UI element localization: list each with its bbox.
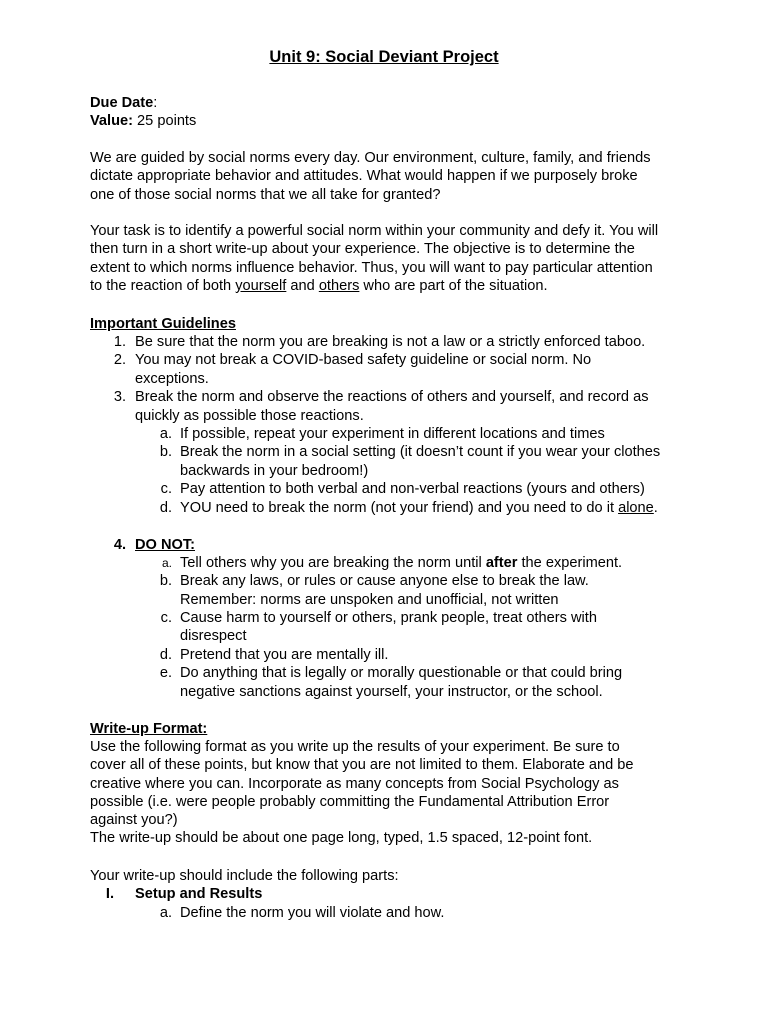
guideline-3d-end: . bbox=[653, 500, 658, 516]
sub-mark: d. bbox=[159, 500, 172, 516]
part-1-heading: Setup and Results bbox=[135, 886, 263, 902]
do-not-a-end: the experiment. bbox=[517, 555, 623, 571]
intro-paragraph bbox=[90, 149, 690, 204]
sub-mark: b. bbox=[159, 573, 172, 589]
task-text: to the reaction of both bbox=[90, 277, 236, 294]
task-last-line bbox=[90, 277, 690, 295]
guidelines-heading: Important Guidelines bbox=[90, 316, 236, 332]
do-not-c-line1: Cause harm to yourself or others, prank people, treat others with bbox=[180, 610, 597, 626]
writeup-line: Use the following format as you write up the results of your experiment. Be sure to bbox=[90, 739, 620, 755]
value-line bbox=[90, 112, 690, 130]
sub-mark: a. bbox=[161, 556, 172, 570]
do-not-b-line1: Break any laws, or rules or cause anyone else to break the law. bbox=[180, 573, 589, 589]
guideline-3-line2: quickly as possible those reactions. bbox=[135, 408, 364, 424]
guideline-3b-line2: backwards in your bedroom!) bbox=[180, 463, 369, 479]
task-line: extent to which norms influence behavior. Thus, you will want to pay particular attention bbox=[90, 259, 653, 276]
writeup-line: The write-up should be about one page long, typed, 1.5 spaced, 12-point font. bbox=[90, 830, 593, 847]
do-not-d: Pretend that you are mentally ill. bbox=[180, 647, 389, 663]
writeup-line: creative where you can. Incorporate as many concepts from Social Psychology as bbox=[90, 775, 619, 792]
guideline-3d bbox=[180, 499, 658, 517]
others-underlined: others bbox=[318, 277, 360, 294]
yourself-underlined: yourself bbox=[235, 277, 287, 294]
do-not-b-line2: Remember: norms are unspoken and unofficial, not written bbox=[180, 592, 559, 608]
do-not-e-line2: negative sanctions against yourself, your instructor, or the school. bbox=[180, 684, 603, 700]
writeup-line: cover all of these points, but know that you are not limited to them. Elaborate and be bbox=[90, 757, 634, 774]
sub-mark: a. bbox=[159, 426, 172, 442]
guideline-3a: If possible, repeat your experiment in different locations and times bbox=[180, 426, 605, 442]
guideline-2-line1: You may not break a COVID-based safety guideline or social norm. No bbox=[135, 352, 592, 368]
intro-line: We are guided by social norms every day. Our environment, culture, family, and friends bbox=[90, 150, 651, 166]
writeup-paragraph bbox=[90, 738, 690, 848]
after-bold: after bbox=[485, 555, 518, 571]
writeup-line: possible (i.e. were people probably committing the Fundamental Attribution Error bbox=[90, 793, 610, 810]
guideline-3c: Pay attention to both verbal and non-verbal reactions (yours and others) bbox=[180, 481, 645, 497]
page-title: Unit 9: Social Deviant Project bbox=[269, 48, 499, 66]
do-not-a-text: Tell others why you are breaking the norm until bbox=[180, 555, 486, 571]
task-paragraph bbox=[90, 222, 690, 295]
sub-mark: c. bbox=[160, 481, 172, 497]
guideline-3-line1: Break the norm and observe the reactions of others and yourself, and record as bbox=[135, 389, 649, 405]
do-not-e-line1: Do anything that is legally or morally questionable or that could bring bbox=[180, 665, 623, 681]
part-1-a: Define the norm you will violate and how. bbox=[180, 905, 445, 921]
list-number: 3. bbox=[113, 389, 126, 405]
value-label: Value: bbox=[90, 113, 133, 129]
due-date-colon: : bbox=[153, 95, 158, 111]
guideline-3d-text: YOU need to break the norm (not your friend) and you need to do it bbox=[180, 500, 619, 516]
do-not-a bbox=[180, 554, 622, 572]
writeup-heading: Write-up Format: bbox=[90, 721, 208, 737]
list-number: 4. bbox=[113, 537, 126, 553]
task-text: and bbox=[286, 277, 319, 294]
intro-line: one of those social norms that we all take for granted? bbox=[90, 186, 441, 203]
writeup-line: against you?) bbox=[90, 812, 178, 829]
intro-line: dictate appropriate behavior and attitudes. What would happen if we purposely broke bbox=[90, 168, 638, 185]
list-number: 1. bbox=[113, 334, 126, 350]
due-date-line bbox=[90, 94, 690, 112]
do-not-heading: DO NOT: bbox=[135, 537, 195, 553]
sub-mark: b. bbox=[159, 444, 172, 460]
value-text: 25 points bbox=[133, 113, 197, 129]
due-date-label: Due Date bbox=[90, 95, 154, 111]
list-number: 2. bbox=[113, 352, 126, 368]
do-not-c-line2: disrespect bbox=[180, 628, 247, 644]
parts-intro: Your write-up should include the following parts: bbox=[90, 868, 399, 884]
sub-mark: d. bbox=[159, 647, 172, 663]
sub-mark: c. bbox=[160, 610, 172, 626]
task-line: Your task is to identify a powerful social norm within your community and defy it. You will bbox=[90, 223, 659, 239]
guideline-3b-line1: Break the norm in a social setting (it doesn’t count if you wear your clothes bbox=[180, 444, 661, 460]
guideline-2-line2: exceptions. bbox=[135, 371, 209, 387]
sub-mark: a. bbox=[159, 905, 172, 921]
alone-underlined: alone bbox=[618, 500, 654, 516]
task-text: who are part of the situation. bbox=[359, 277, 548, 294]
roman-numeral: I. bbox=[105, 886, 114, 902]
task-line: then turn in a short write-up about your experience. The objective is to determine the bbox=[90, 241, 635, 258]
sub-mark: e. bbox=[159, 665, 172, 681]
guideline-1: Be sure that the norm you are breaking is not a law or a strictly enforced taboo. bbox=[135, 334, 646, 350]
